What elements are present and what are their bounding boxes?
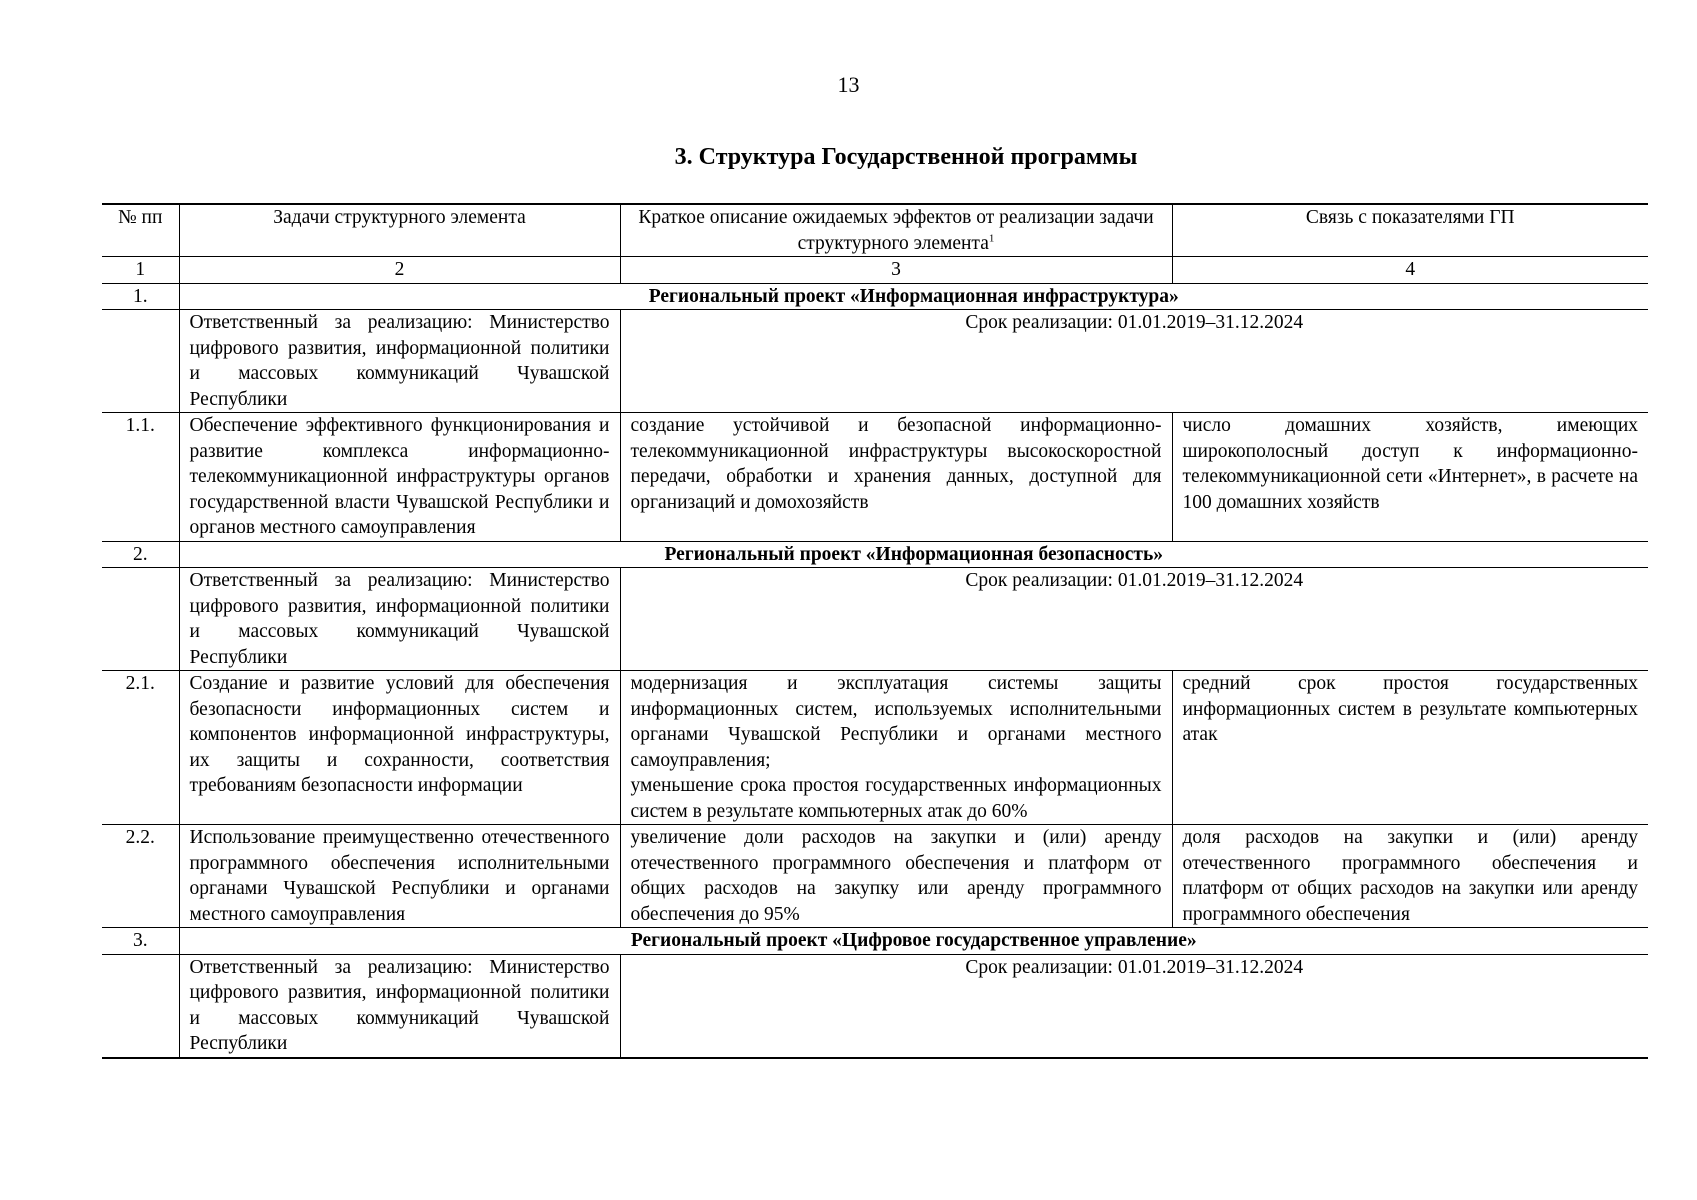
project-number: 2. xyxy=(102,541,179,568)
indicator-text: доля расходов на закупки и (или) аренду отечественного программного обеспечения и платформ от общих расходов на закупки или аренду программного обеспечения xyxy=(1172,825,1648,928)
row-number: 1.1. xyxy=(102,413,179,542)
header-effects xyxy=(620,204,1172,257)
project-number: 1. xyxy=(102,283,179,310)
table-row xyxy=(102,413,1648,542)
responsible-row xyxy=(102,954,1648,1058)
indicator-text: число домашних хозяйств, имеющих широкополосный доступ к информационно-телекоммуникационной сети «Интернет», в расчете на 100 домашних хозяйств xyxy=(1172,413,1648,542)
responsible-text: Ответственный за реализацию: Министерство цифрового развития, информационной политики и массовых коммуникаций Чувашской Республики xyxy=(179,954,620,1058)
task-text: Создание и развитие условий для обеспечения безопасности информационных систем и компонентов информационной инфраструктуры, их защиты и сохранности, соответствия требованиям безопасности информации xyxy=(179,671,620,825)
project-title: Региональный проект «Цифровое государственное управление» xyxy=(179,928,1648,955)
project-title: Региональный проект «Информационная безопасность» xyxy=(179,541,1648,568)
table-row xyxy=(102,825,1648,928)
indicator-text: средний срок простоя государственных информационных систем в результате компьютерных атак xyxy=(1172,671,1648,825)
empty-cell xyxy=(102,568,179,671)
empty-cell xyxy=(102,954,179,1058)
footnote-marker: 1 xyxy=(988,232,995,244)
project-row xyxy=(102,283,1648,310)
term-text: Срок реализации: 01.01.2019–31.12.2024 xyxy=(620,954,1648,1058)
col-number-4: 4 xyxy=(1172,257,1648,284)
empty-cell xyxy=(102,310,179,413)
project-row xyxy=(102,541,1648,568)
project-row xyxy=(102,928,1648,955)
row-number: 2.1. xyxy=(102,671,179,825)
column-number-row xyxy=(102,257,1648,284)
header-effects-text: Краткое описание ожидаемых эффектов от реализации задачи структурного элемента xyxy=(638,207,1154,254)
page-title: 3. Структура Государственной программы xyxy=(674,144,1138,170)
row-number: 2.2. xyxy=(102,825,179,928)
page-number: 13 xyxy=(837,72,860,97)
responsible-text: Ответственный за реализацию: Министерство цифрового развития, информационной политики и массовых коммуникаций Чувашской Республики xyxy=(179,568,620,671)
effect-text-2: уменьшение срока простоя государственных информационных систем в результате компьютерных атак до 60% xyxy=(630,775,1162,822)
task-text: Обеспечение эффективного функционирования и развитие комплекса информационно-телекоммуникационной инфраструктуры органов государственной власти Чувашской Республики и органов местного самоуправления xyxy=(179,413,620,542)
effect-cell xyxy=(620,671,1172,825)
col-number-1: 1 xyxy=(102,257,179,284)
term-text: Срок реализации: 01.01.2019–31.12.2024 xyxy=(620,310,1648,413)
header-num: № пп xyxy=(102,204,179,257)
responsible-row xyxy=(102,568,1648,671)
project-number: 3. xyxy=(102,928,179,955)
term-text: Срок реализации: 01.01.2019–31.12.2024 xyxy=(620,568,1648,671)
col-number-2: 2 xyxy=(179,257,620,284)
effect-text: создание устойчивой и безопасной информационно-телекоммуникационной инфраструктуры высокоскоростной передачи, обработки и хранения данных, доступной для организаций и домохозяйств xyxy=(620,413,1172,542)
table-header-row xyxy=(102,204,1648,257)
structure-table xyxy=(102,203,1648,1059)
effect-text: модернизация и эксплуатация системы защиты информационных систем, используемых исполнительными органами Чувашской Республики и органами местного самоуправления; xyxy=(630,673,1162,771)
responsible-row xyxy=(102,310,1648,413)
header-indicators: Связь с показателями ГП xyxy=(1172,204,1648,257)
effect-text: увеличение доли расходов на закупки и (или) аренду отечественного программного обеспечения и платформ от общих расходов на закупку или аренду программного обеспечения до 95% xyxy=(620,825,1172,928)
table-row xyxy=(102,671,1648,825)
header-tasks: Задачи структурного элемента xyxy=(179,204,620,257)
task-text: Использование преимущественно отечественного программного обеспечения исполнительными органами Чувашской Республики и органами местного самоуправления xyxy=(179,825,620,928)
project-title: Региональный проект «Информационная инфраструктура» xyxy=(179,283,1648,310)
col-number-3: 3 xyxy=(620,257,1172,284)
responsible-text: Ответственный за реализацию: Министерство цифрового развития, информационной политики и массовых коммуникаций Чувашской Республики xyxy=(179,310,620,413)
